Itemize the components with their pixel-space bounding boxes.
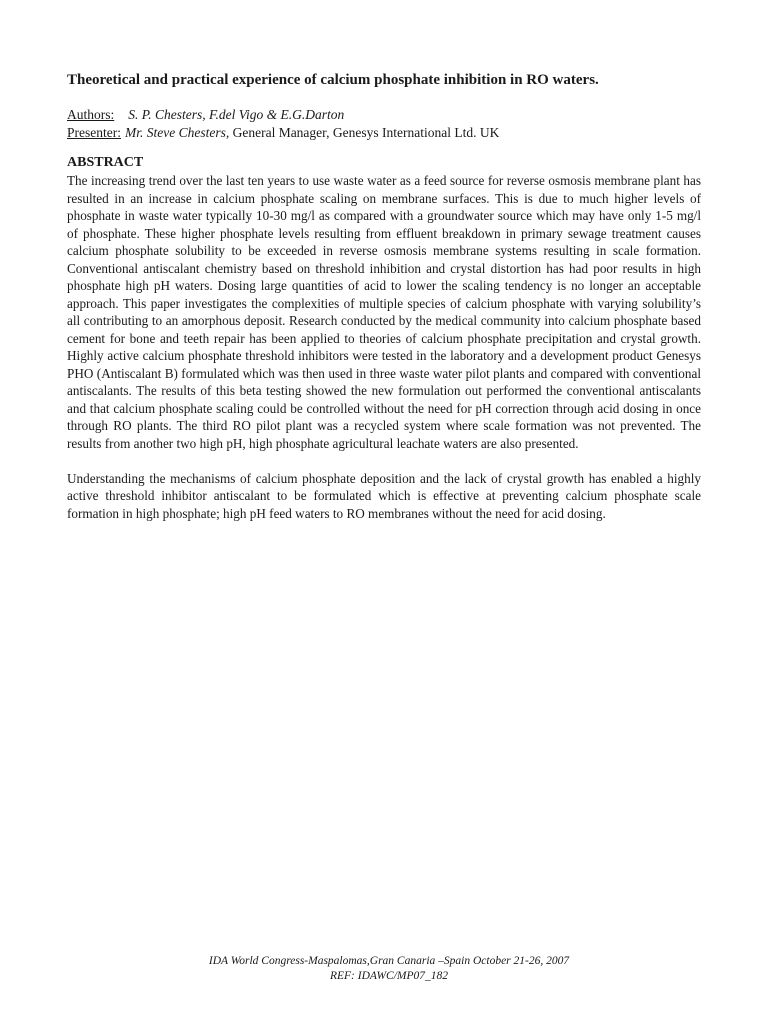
authors-row xyxy=(67,106,701,124)
presenter-row xyxy=(67,124,701,142)
abstract-heading: ABSTRACT xyxy=(67,155,144,170)
paper-title: Theoretical and practical experience of calcium phosphate inhibition in RO waters. xyxy=(67,72,599,88)
abstract-paragraph-2: Understanding the mechanisms of calcium phosphate deposition and the lack of crystal growth has enabled a highly active threshold inhibitor antiscalant to be formulated which is effective at preventing calcium phosphate scale formation in high phosphate; high pH feed waters to RO membranes without the need for acid dosing. xyxy=(67,470,701,521)
paper-meta xyxy=(67,106,701,142)
authors-label: Authors: xyxy=(67,107,115,122)
abstract-paragraph-1: The increasing trend over the last ten years to use waste water as a feed source for reverse osmosis membrane plant has resulted in an increase in calcium phosphate scaling on membrane surfaces. This is due to much higher levels of phosphate in waste water typically 10-30 mg/l as compared with a groundwater source which may have only 1-5 mg/l of phosphate. These higher phosphate levels resulting from effluent breakdown in primary sewage treatment causes calcium phosphate solubility to be exceeded in reverse osmosis membrane systems resulting in scale formation. Conventional antiscalant chemistry based on threshold inhibition and crystal distortion has had poor results in high phosphate high pH waters. Dosing large quantities of acid to lower the scaling tendency is no longer an acceptable approach. This paper investigates the complexities of multiple species of calcium phosphate with varying solubility’s all contributing to an amorphous deposit. Research conducted by the medical community into calcium phosphate based cement for bone and teeth repair has been applied to theories of calcium phosphate precipitation and crystal growth. Highly active calcium phosphate threshold inhibitors were tested in the laboratory and a development product Genesys PHO (Antiscalant B) formulated which was then used in three waste water pilot plants and compared with conventional antiscalants. The results of this beta testing showed the new formulation out performed the conventional antiscalants and that calcium phosphate scaling could be controlled without the need for pH correction through acid dosing in once through RO plants. The third RO pilot plant was a recycled system where scale formation was not prevented. The results from another two high pH, high phosphate agricultural leachate waters are also presented. xyxy=(67,173,701,451)
footer-reference: REF: IDAWC/MP07_182 xyxy=(329,970,449,982)
paper-page xyxy=(67,70,701,522)
presenter-role: General Manager, Genesys International Ltd. UK xyxy=(229,125,500,140)
presenter-name: Mr. Steve Chesters, xyxy=(124,125,230,140)
presenter-label: Presenter: xyxy=(67,125,121,140)
authors-names: S. P. Chesters, F.del Vigo & E.G.Darton xyxy=(128,107,345,122)
footer-conference: IDA World Congress-Maspalomas,Gran Canaria –Spain October 21-26, 2007 xyxy=(208,955,570,967)
page-footer xyxy=(0,954,768,984)
